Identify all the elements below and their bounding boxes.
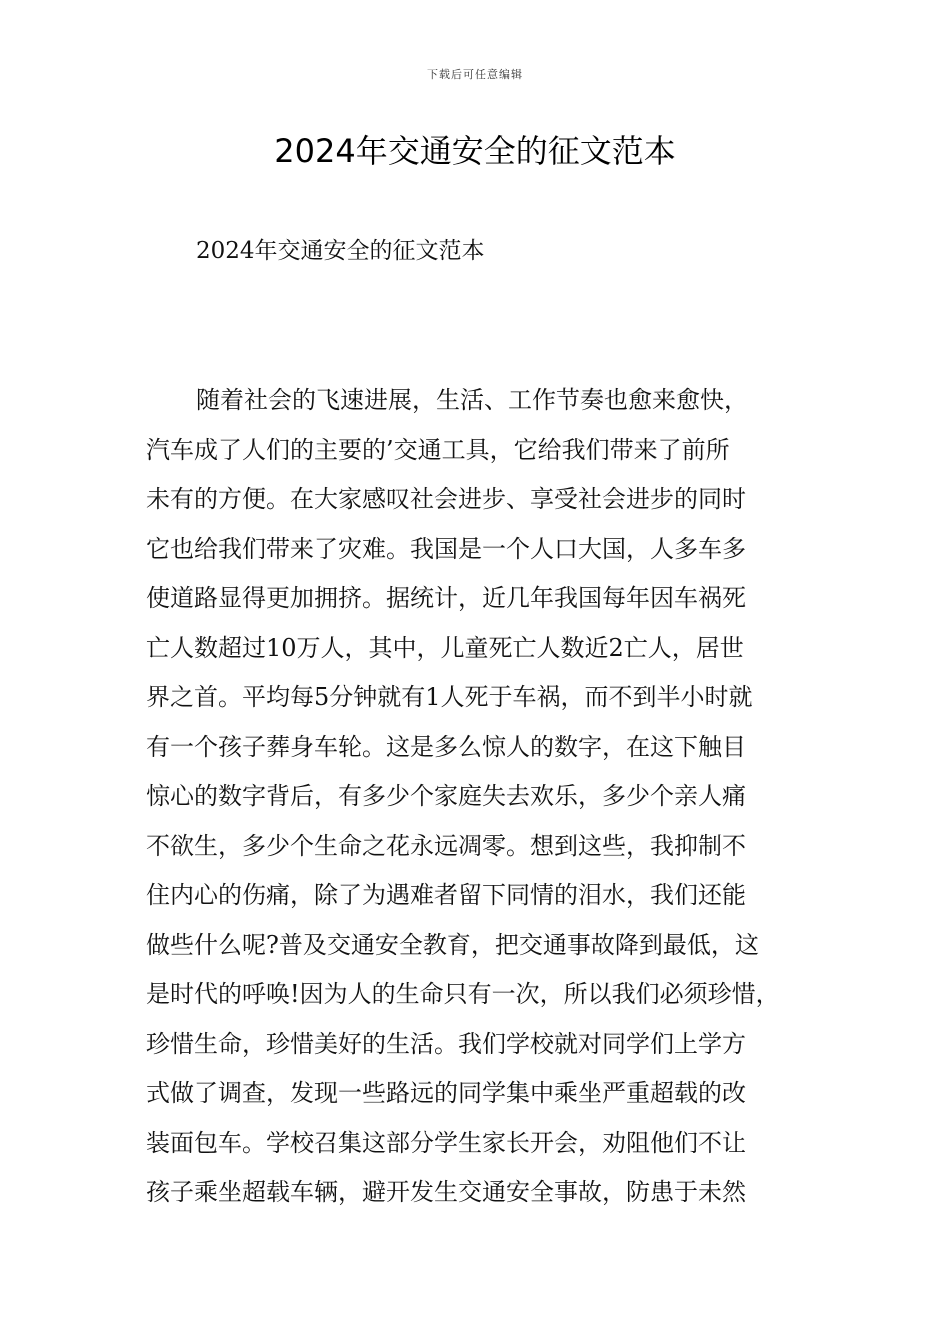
body-line: 装面包车。学校召集这部分学生家长开会，劝阻他们不让 [146, 1128, 746, 1157]
body-line: 式做了调查，发现一些路远的同学集中乘坐严重超载的改 [146, 1079, 746, 1107]
page-title: 2024年交通安全的征文范本 [274, 132, 676, 170]
body-line: 随着社会的飞速进展，生活、工作节奏也愈来愈快， [196, 386, 748, 414]
body-line: 做些什么呢?普及交通安全教育，把交通事故降到最低，这 [146, 930, 759, 959]
document-subtitle: 2024年交通安全的征文范本 [196, 238, 485, 264]
body-paragraph [146, 376, 846, 1218]
body-line: 珍惜生命，珍惜美好的生活。我们学校就对同学们上学方 [146, 1029, 746, 1058]
body-line: 界之首。平均每5分钟就有1人死于车祸，而不到半小时就 [146, 683, 753, 711]
body-line: 它也给我们带来了灾难。我国是一个人口大国，人多车多 [146, 534, 746, 563]
body-line: 亡人数超过10万人，其中，儿童死亡人数近2亡人，居世 [146, 633, 744, 662]
body-line: 未有的方便。在大家感叹社会进步、享受社会进步的同时 [146, 485, 746, 513]
body-line: 有一个孩子葬身车轮。这是多么惊人的数字，在这下触目 [146, 732, 746, 761]
body-line: 是时代的呼唤!因为人的生命只有一次，所以我们必须珍惜， [146, 980, 780, 1008]
body-line: 汽车成了人们的主要的’交通工具，它给我们带来了前所 [146, 435, 730, 464]
body-line: 惊心的数字背后，有多少个家庭失去欢乐，多少个亲人痛 [146, 782, 746, 810]
header-note: 下载后可任意编辑 [427, 68, 523, 81]
body-line: 不欲生，多少个生命之花永远凋零。想到这些，我抑制不 [146, 831, 746, 860]
body-line: 住内心的伤痛，除了为遇难者留下同情的泪水，我们还能 [146, 881, 746, 909]
body-line: 使道路显得更加拥挤。据统计，近几年我国每年因车祸死 [146, 584, 746, 612]
body-line: 孩子乘坐超载车辆，避开发生交通安全事故，防患于未然 [146, 1178, 746, 1206]
